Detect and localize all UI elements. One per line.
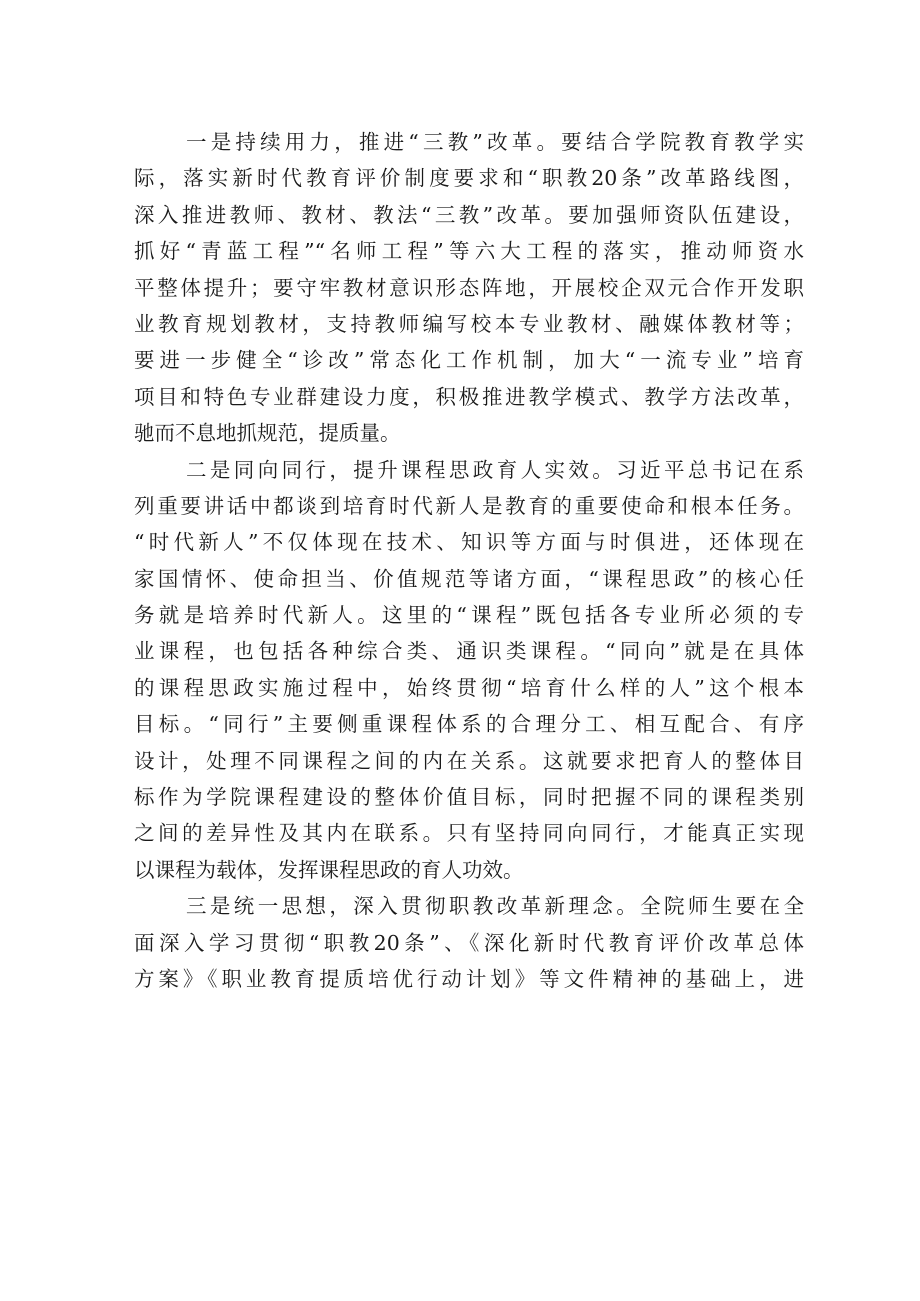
document-body (134, 124, 804, 997)
paragraph-1 (134, 124, 804, 452)
text-line: 际，落实新时代教育评价制度要求和“职教20条”改革路线图， (134, 166, 804, 191)
text-line: 方案》《职业教育提质培优行动计划》等文件精神的基础上，进 (134, 966, 804, 991)
text-line: “时代新人”不仅体现在技术、知识等方面与时俱进，还体现在 (134, 530, 804, 555)
text-line: 列重要讲话中都谈到培育时代新人是教育的重要使命和根本任务。 (134, 493, 804, 518)
paragraph-2 (134, 452, 804, 889)
text-line: 设计，处理不同课程之间的内在关系。这就要求把育人的整体目 (134, 748, 804, 773)
text-line: 业教育规划教材，支持教师编写校本专业教材、融媒体教材等； (134, 311, 804, 336)
paragraph-3 (134, 888, 804, 997)
text-line: 要进一步健全“诊改”常态化工作机制，加大“一流专业”培育 (134, 348, 804, 373)
text-line: 以课程为载体，发挥课程思政的育人功效。 (134, 857, 524, 882)
text-line: 的课程思政实施过程中，始终贯彻“培育什么样的人”这个根本 (134, 675, 804, 700)
text-line: 目标。“同行”主要侧重课程体系的合理分工、相互配合、有序 (134, 712, 804, 737)
text-line: 二是同向同行，提升课程思政育人实效。习近平总书记在系 (186, 457, 804, 482)
text-line: 驰而不息地抓规范，提质量。 (134, 421, 401, 446)
text-line: 家国情怀、使命担当、价值规范等诸方面，“课程思政”的核心任 (134, 566, 804, 591)
text-line: 三是统一思想，深入贯彻职教改革新理念。全院师生要在全 (186, 894, 804, 919)
text-line: 平整体提升；要守牢教材意识形态阵地，开展校企双元合作开发职 (134, 275, 804, 300)
text-line: 项目和特色专业群建设力度，积极推进教学模式、教学方法改革， (134, 384, 804, 409)
text-line: 务就是培养时代新人。这里的“课程”既包括各专业所必须的专 (134, 603, 804, 628)
text-line: 标作为学院课程建设的整体价值目标，同时把握不同的课程类别 (134, 785, 804, 810)
text-line: 抓好“青蓝工程”“名师工程”等六大工程的落实，推动师资水 (134, 239, 804, 264)
text-line: 之间的差异性及其内在联系。只有坚持同向同行，才能真正实现 (134, 821, 804, 846)
text-line: 深入推进教师、教材、教法“三教”改革。要加强师资队伍建设， (134, 202, 804, 227)
text-line: 面深入学习贯彻“职教20条”、《深化新时代教育评价改革总体 (134, 930, 804, 955)
text-line: 一是持续用力，推进“三教”改革。要结合学院教育教学实 (186, 130, 804, 154)
text-line: 业课程，也包括各种综合类、通识类课程。“同向”就是在具体 (134, 639, 804, 664)
